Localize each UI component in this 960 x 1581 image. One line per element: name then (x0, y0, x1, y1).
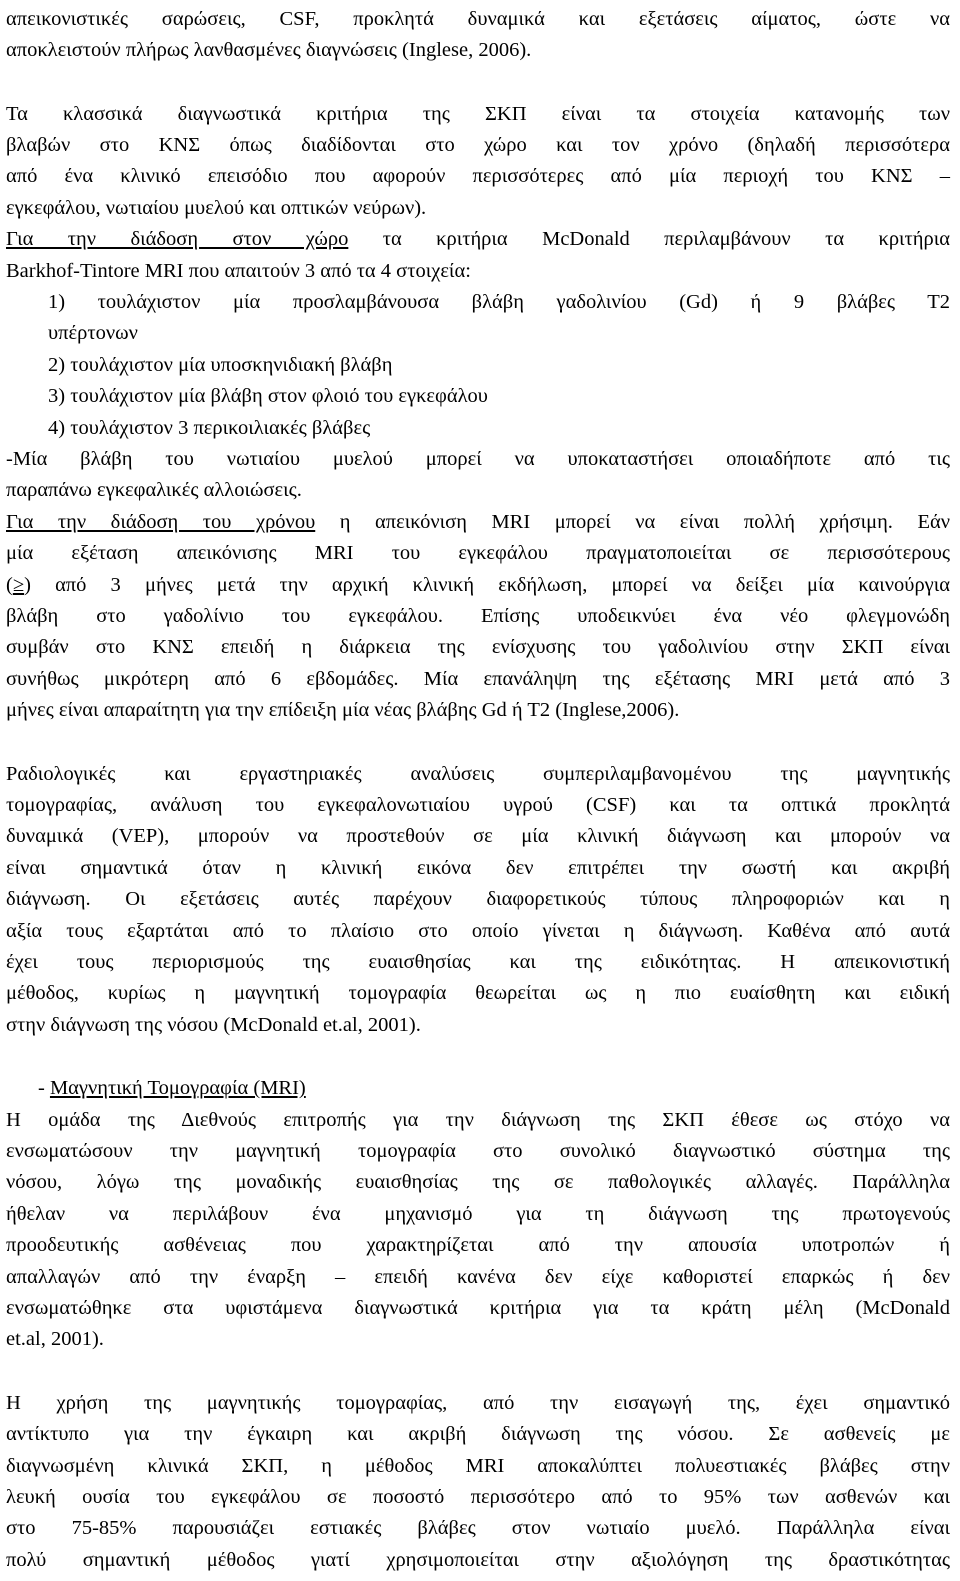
underlined-text: Για την διάδοση στον χώρο (6, 228, 349, 251)
text-line (6, 475, 950, 506)
line-text: παραπάνω εγκεφαλικές αλλοιώσεις. (6, 479, 302, 502)
line-text: ενσωματώθηκε στα υφιστάμενα διαγνωστικά κριτήρια για τα κράτη μέλη (McDonald (6, 1296, 950, 1319)
line-text: βλαβών στο ΚΝΣ όπως διαδίδονται στο χώρο και τον χρόνο (δηλαδή περισσότερα (6, 133, 950, 156)
text-line (6, 1105, 950, 1136)
line-text: νόσου, λόγω της μοναδικής ευαισθησίας της σε παθολογικές αλλαγές. Παράλληλα (6, 1171, 950, 1194)
line-text: αντίκτυπο για την έγκαιρη και ακριβή διάγνωση της νόσου. Σε ασθενείς με (6, 1423, 950, 1446)
line-text: διάγνωση. Οι εξετάσεις αυτές παρέχουν διαφορετικούς τύπους πληροφοριών και η (6, 888, 950, 911)
line-text: εγκεφάλου, νωτιαίου μυελού και οπτικών νεύρων). (6, 196, 427, 219)
text-line (6, 4, 950, 35)
line-text: συνήθως μικρότερη από 6 εβδομάδες. Μία επανάληψη της εξέτασης MRI μετά από 3 (6, 667, 950, 690)
text-line (6, 1167, 950, 1198)
text-line (6, 538, 950, 569)
text-line (48, 350, 950, 381)
line-text: -Μία βλάβη του νωτιαίου μυελού μπορεί να υποκαταστήσει οποιαδήποτε από τις (6, 447, 950, 470)
text-line (6, 884, 950, 915)
text-line (6, 821, 950, 852)
underlined-text: Για την διάδοση του χρόνου (6, 510, 316, 533)
line-text: Barkhof-Tintore MRI που απαιτούν 3 από τα 4 στοιχεία: (6, 259, 471, 282)
line-text: τα κριτήρια McDonald περιλαμβάνουν τα κριτήρια (348, 228, 951, 251)
text-line (6, 1451, 950, 1482)
line-text: Ραδιολογικές και εργαστηριακές αναλύσεις συμπεριλαμβανομένου της μαγνητικής (6, 762, 950, 785)
text-line (6, 161, 950, 192)
line-text: ενσωματώσουν την μαγνητική τομογραφία στο συνολικό διαγνωστικό σύστημα της (6, 1139, 950, 1162)
text-line (6, 853, 950, 884)
line-text: μέθοδος, κυρίως η μαγνητική τομογραφία θεωρείται ως η πιο ευαίσθητη και ειδική (6, 982, 950, 1005)
line-text: 2) τουλάχιστον μία υποσκηνιδιακή βλάβη (48, 353, 393, 376)
line-text: Η χρήση της μαγνητικής τομογραφίας, από την εισαγωγή της, έχει σημαντικό (6, 1391, 950, 1414)
text-line (6, 444, 950, 475)
text-line (48, 413, 950, 444)
text-line (48, 381, 950, 412)
text-line (6, 1388, 950, 1419)
text-line (6, 1419, 950, 1450)
line-text: είναι σημαντικά όταν η κλινική εικόνα δεν επιτρέπει την σωστή και ακριβή (6, 856, 950, 879)
line-text: συμβάν στο ΚΝΣ επειδή η διάρκεια της ενίσχυσης του γαδολινίου στην ΣΚΠ είναι (6, 636, 950, 659)
line-text: δυναμικά (VEP), μπορούν να προστεθούν σε μία κλινική διάγνωση και μπορούν να (6, 825, 950, 848)
line-text: πολύ σημαντική μέθοδος γιατί χρησιμοποιείται στην αξιολόγηση της δραστικότητας (6, 1548, 950, 1571)
line-text: Η ομάδα της Διεθνούς επιτροπής για την διάγνωση της ΣΚΠ έθεσε ως στόχο να (6, 1108, 950, 1131)
line-text: απεικονιστικές σαρώσεις, CSF, προκλητά δυναμικά και εξετάσεις αίματος, ώστε να (6, 8, 950, 30)
text-line (6, 507, 950, 538)
text-line (38, 1073, 960, 1104)
line-text: 3) τουλάχιστον μία βλάβη στον φλοιό του εγκεφάλου (48, 385, 488, 408)
text-line (6, 1010, 950, 1041)
text-line (6, 1293, 950, 1324)
text-line (6, 947, 950, 978)
text-line (6, 193, 950, 224)
line-text: προοδευτικής ασθένειας που χαρακτηρίζεται από την απουσία υποτροπών ή (6, 1234, 950, 1257)
line-text: απαλλαγών από την έναρξη – επειδή κανένα δεν είχε καθοριστεί επαρκώς ή δεν (6, 1265, 950, 1288)
line-text: η απεικόνιση MRI μπορεί να είναι πολλή χρήσιμη. Εάν (315, 510, 950, 533)
line-text: αξία τους εξαρτάται από το πλαίσιο στο οποίο γίνεται η διάγνωση. Καθένα από αυτά (6, 919, 950, 942)
line-text: αποκλειστούν πλήρως λανθασμένες διαγνώσεις (Inglese, 2006). (6, 39, 532, 62)
line-text: λευκή ουσία του εγκεφάλου σε ποσοστό περισσότερο από το 95% των ασθενών και (6, 1485, 950, 1508)
text-line (6, 99, 950, 130)
text-line (6, 1136, 950, 1167)
line-text: μήνες είναι απαραίτητη για την επίδειξη μία νέας βλάβης Gd ή Τ2 (Inglese,2006). (6, 699, 680, 722)
line-text: από ένα κλινικό επεισόδιο που αφορούν περισσότερες από μία περιοχή του ΚΝΣ – (6, 165, 950, 188)
text-line (6, 664, 950, 695)
line-text: 1) τουλάχιστον μία προσλαμβάνουσα βλάβη γαδολινίου (Gd) ή 9 βλάβες Τ2 (48, 290, 950, 313)
text-line (6, 1324, 950, 1355)
underlined-text: Μαγνητική Τομογραφία (MRI) (49, 1077, 306, 1100)
line-text: διαγνωσμένη κλινικά ΣΚΠ, η μέθοδος MRI αποκαλύπτει πολυεστιακές βλάβες στην (6, 1454, 950, 1477)
text-line (6, 35, 950, 66)
line-text: ) από 3 μήνες μετά την αρχική κλινική εκδήλωση, μπορεί να δείξει μία καινούργια (24, 573, 950, 596)
text-line (6, 695, 950, 726)
line-text: 4) τουλάχιστον 3 περικοιλιακές βλάβες (48, 416, 371, 439)
text-line (6, 978, 950, 1009)
text-line (6, 1262, 950, 1293)
text-line (6, 256, 950, 287)
text-line (6, 130, 950, 161)
text-line (6, 916, 950, 947)
text-line (6, 1545, 950, 1576)
text-line (6, 601, 950, 632)
text-line (48, 287, 950, 318)
text-line (6, 1199, 950, 1230)
text-line (6, 1482, 950, 1513)
text-line (6, 632, 950, 663)
text-line (6, 790, 950, 821)
line-text: et.al, 2001). (6, 1328, 104, 1351)
line-text: βλάβη στο γαδολίνιο του εγκεφάλου. Επίσης υποδεικνύει ένα νέο φλεγμονώδη (6, 604, 950, 627)
line-text: υπέρτονων (48, 322, 138, 345)
text-line (6, 759, 950, 790)
text-line (6, 1230, 950, 1261)
underlined-text: ≥ (12, 573, 25, 596)
line-text: στο 75-85% παρουσιάζει εστιακές βλάβες στον νωτιαίο μυελό. Παράλληλα είναι (6, 1517, 950, 1540)
text-line (48, 318, 950, 349)
line-text: ήθελαν να περιλάβουν ένα μηχανισμό για τη διάγνωση της πρωτογενούς (6, 1202, 950, 1225)
line-text: έχει τους περιορισμούς της ευαισθησίας και της ειδικότητας. Η απεικονιστική (6, 950, 950, 973)
text-line (6, 1513, 950, 1544)
line-text: ( (6, 573, 13, 596)
line-text: μία εξέταση απεικόνισης MRI του εγκεφάλου πραγματοποιείται σε περισσότερους (6, 542, 950, 565)
text-line (6, 224, 950, 255)
text-line (6, 570, 950, 601)
line-text: τομογραφίας, ανάλυση του εγκεφαλονωτιαίου υγρού (CSF) και τα οπτικά προκλητά (6, 793, 950, 816)
line-text: στην διάγνωση της νόσου (McDonald et.al, 2001). (6, 1013, 421, 1036)
line-text: Τα κλασσικά διαγνωστικά κριτήρια της ΣΚΠ είναι τα στοιχεία κατανομής των (6, 102, 950, 125)
line-text: - (38, 1077, 50, 1100)
